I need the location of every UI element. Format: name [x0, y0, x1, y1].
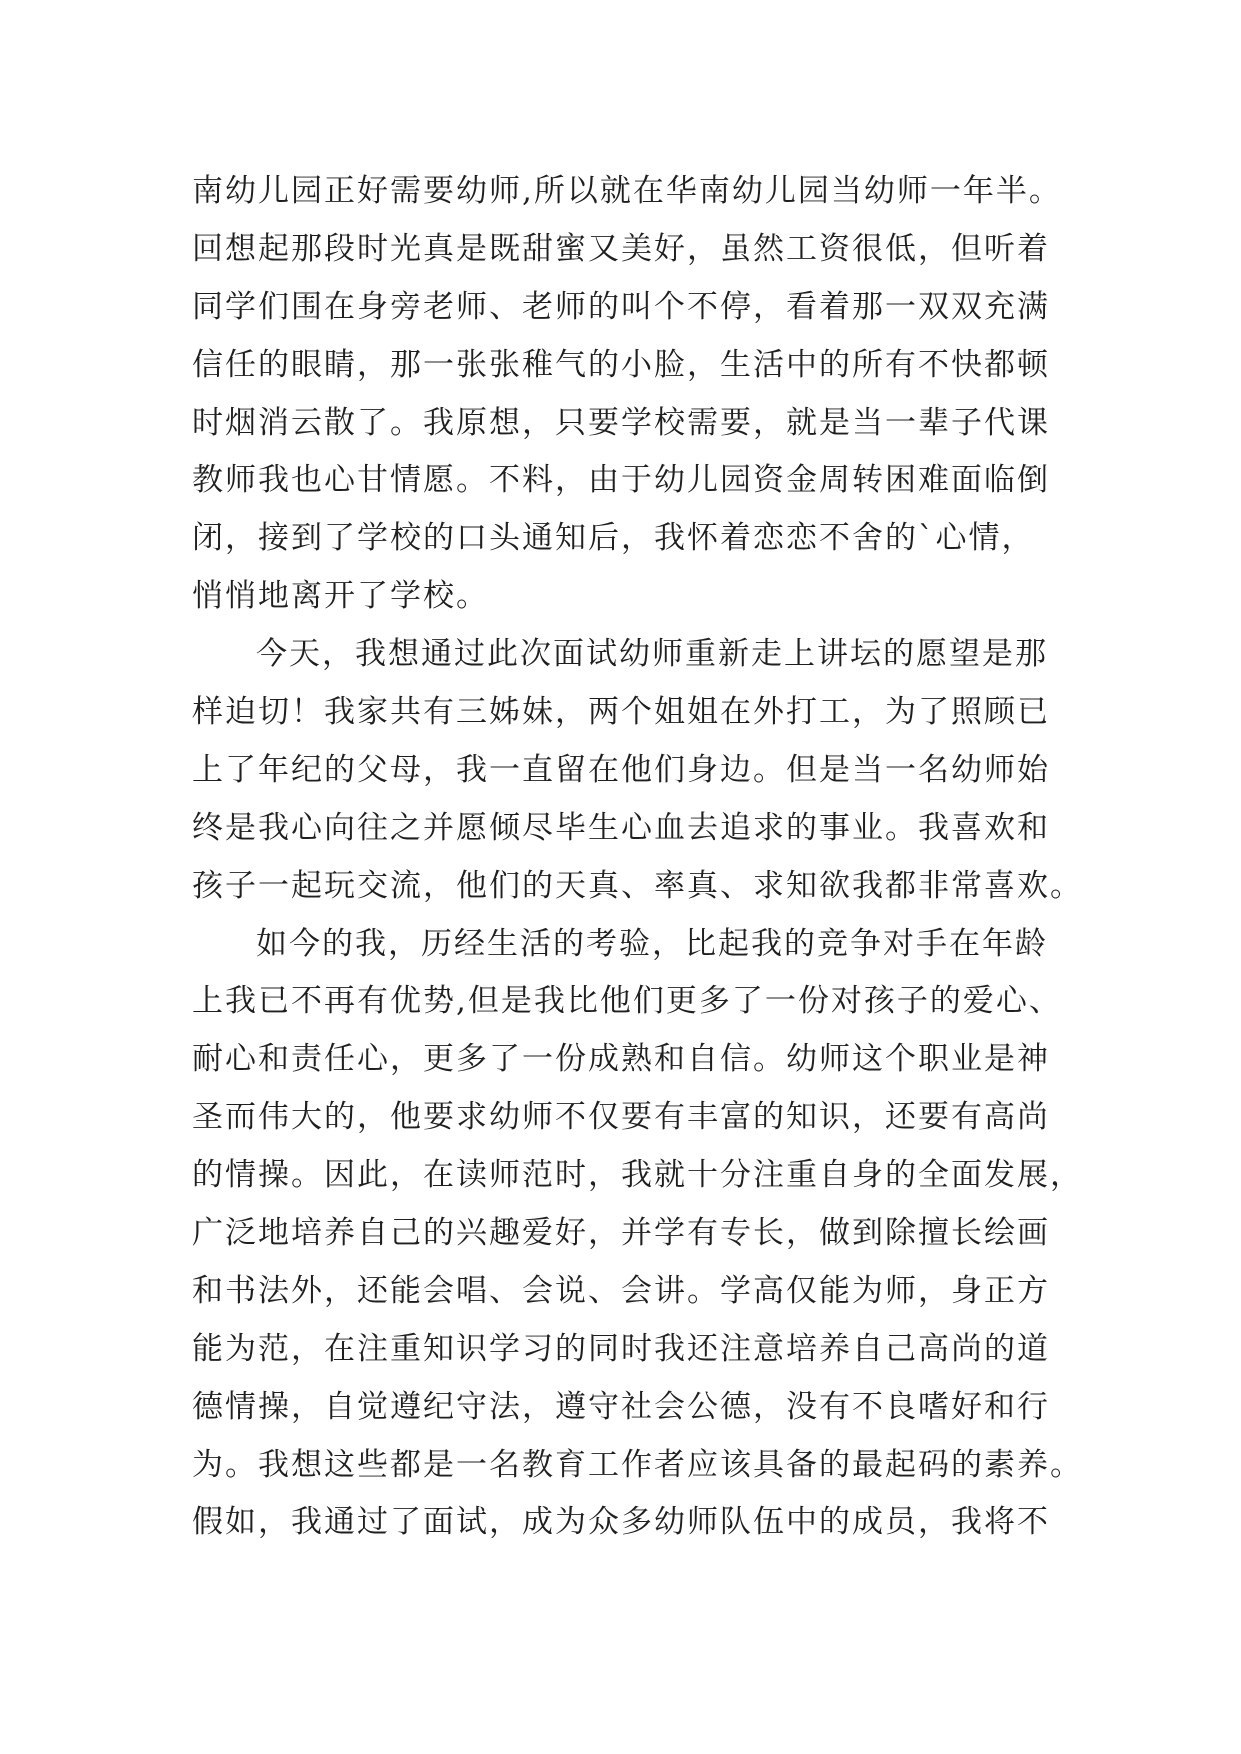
text-line: 的情操。因此，在读师范时，我就十分注重自身的全面发展， [192, 1157, 1083, 1194]
text-line: 闭，接到了学校的口头通知后，我怀着恋恋不舍的`心情， [192, 520, 1035, 557]
text-line: 和书法外，还能会唱、会说、会讲。学高仅能为师，身正方 [192, 1272, 1050, 1309]
text-line: 孩子一起玩交流，他们的天真、率真、求知欲我都非常喜欢。 [192, 867, 1083, 904]
text-line: 假如，我通过了面试，成为众多幼师队伍中的成员，我将不 [192, 1504, 1050, 1541]
paragraph-first-line: 如今的我，历经生活的考验，比起我的竞争对手在年龄 [256, 925, 1048, 962]
text-line: 回想起那段时光真是既甜蜜又美好，虽然工资很低，但听着 [192, 230, 1050, 267]
body-text [192, 163, 1083, 1552]
text-line: 信任的眼睛，那一张张稚气的小脸，生活中的所有不快都顿 [192, 346, 1050, 383]
text-line: 上我已不再有优势,但是我比他们更多了一份对孩子的爱心、 [192, 983, 1062, 1020]
text-line: 能为范，在注重知识学习的同时我还注意培养自己高尚的道 [192, 1330, 1050, 1367]
text-line: 上了年纪的父母，我一直留在他们身边。但是当一名幼师始 [192, 751, 1050, 788]
text-line: 广泛地培养自己的兴趣爱好，并学有专长，做到除擅长绘画 [192, 1215, 1050, 1252]
text-line: 同学们围在身旁老师、老师的叫个不停，看着那一双双充满 [192, 288, 1050, 325]
text-line: 南幼儿园正好需要幼师,所以就在华南幼儿园当幼师一年半。 [192, 173, 1062, 209]
text-line: 德情操，自觉遵纪守法，遵守社会公德，没有不良嗜好和行 [192, 1388, 1050, 1425]
text-line: 圣而伟大的，他要求幼师不仅要有丰富的知识，还要有高尚 [192, 1099, 1050, 1136]
text-line: 教师我也心甘情愿。不料，由于幼儿园资金周转困难面临倒 [192, 462, 1050, 499]
text-line: 悄悄地离开了学校。 [192, 578, 489, 615]
text-line: 为。我想这些都是一名教育工作者应该具备的最起码的素养。 [192, 1446, 1083, 1483]
text-line: 终是我心向往之并愿倾尽毕生心血去追求的事业。我喜欢和 [192, 809, 1050, 846]
text-line: 时烟消云散了。我原想，只要学校需要，就是当一辈子代课 [192, 404, 1050, 441]
paragraph-first-line: 今天，我想通过此次面试幼师重新走上讲坛的愿望是那 [256, 636, 1048, 673]
text-line: 样迫切！我家共有三姊妹，两个姐姐在外打工，为了照顾已 [192, 694, 1050, 731]
text-line: 耐心和责任心，更多了一份成熟和自信。幼师这个职业是神 [192, 1041, 1050, 1078]
